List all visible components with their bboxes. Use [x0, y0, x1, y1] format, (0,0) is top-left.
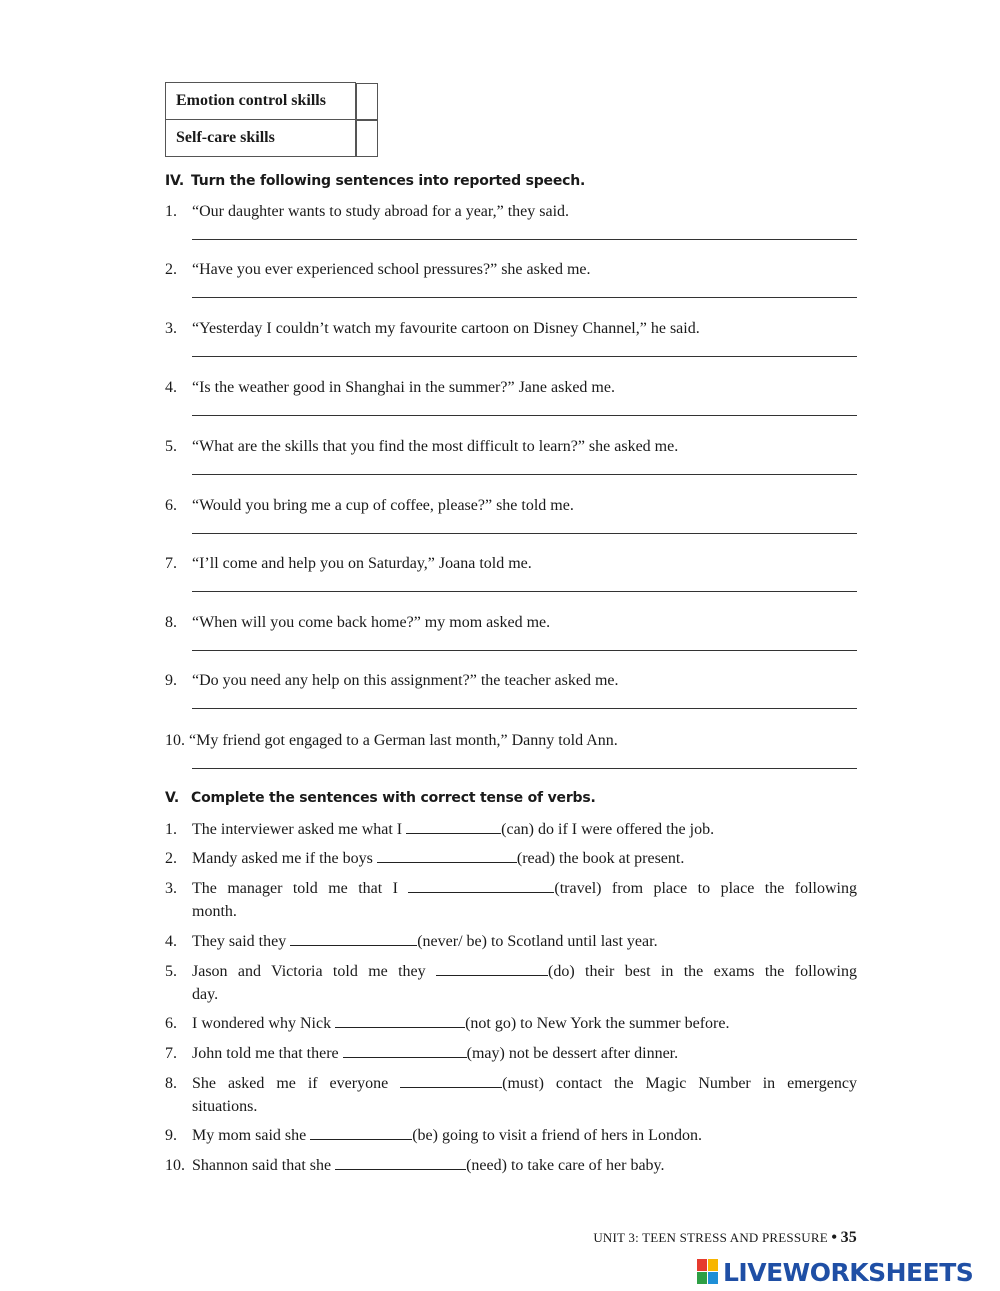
question-number: 4. — [165, 933, 177, 950]
question-text: “When will you come back home?” my mom asked me. — [192, 614, 551, 631]
answer-line[interactable] — [192, 239, 857, 240]
question-text — [165, 730, 618, 752]
question-text: “Have you ever experienced school pressures?” she asked me. — [192, 261, 591, 278]
sentence-start: I wondered why Nick — [192, 1015, 336, 1032]
blank-input[interactable] — [400, 1072, 502, 1088]
sentence-end: (can) do if I were offered the job. — [501, 821, 715, 838]
question-number: 5. — [165, 963, 177, 980]
sentence-end: (may) not be dessert after dinner. — [466, 1045, 679, 1062]
question-number: 4. — [165, 379, 177, 396]
sentence-continuation: situations. — [192, 1098, 258, 1115]
page-number: 35 — [840, 1229, 857, 1246]
answer-line[interactable] — [192, 591, 857, 592]
sentence-start: Shannon said that she — [192, 1157, 336, 1174]
skill-answer-cell[interactable] — [356, 83, 378, 120]
sentence-start: The manager told me that I — [192, 880, 409, 897]
page-footer — [593, 1229, 857, 1247]
table-row — [166, 83, 849, 120]
question-number: 7. — [165, 1045, 177, 1062]
answer-line[interactable] — [192, 415, 857, 416]
sentence-end: (be) going to visit a friend of hers in London. — [412, 1127, 702, 1144]
sentence-start: Jason and Victoria told me they — [192, 963, 437, 980]
section-number: V. — [165, 790, 179, 806]
question-number: 8. — [165, 614, 177, 631]
sentence-continuation: month. — [192, 903, 237, 920]
blank-input[interactable] — [290, 930, 417, 946]
blocks-icon — [697, 1259, 719, 1285]
unit-title: UNIT 3: TEEN STRESS AND PRESSURE — [593, 1230, 828, 1245]
sentence-end: (need) to take care of her baby. — [466, 1157, 665, 1174]
skill-label: Emotion control skills — [166, 83, 356, 120]
question-number: 6. — [165, 497, 177, 514]
section-title: Complete the sentences with correct tense of verbs. — [191, 790, 596, 806]
question-text: “Do you need any help on this assignment?” the teacher asked me. — [192, 672, 619, 689]
brand-logo[interactable] — [697, 1258, 973, 1286]
answer-line[interactable] — [192, 474, 857, 475]
question-number: 3. — [165, 880, 177, 897]
question-text: “I’ll come and help you on Saturday,” Joana told me. — [192, 555, 532, 572]
brand-name: LIVEWORKSHEETS — [723, 1257, 974, 1287]
blank-input[interactable] — [343, 1042, 467, 1058]
question-number: 9. — [165, 1127, 177, 1144]
blank-input[interactable] — [310, 1124, 412, 1140]
footer-bullet: • — [831, 1229, 838, 1246]
question-number: 10. — [165, 732, 185, 749]
question-number: 10. — [165, 1157, 185, 1174]
section-4-heading — [165, 173, 585, 189]
answer-line[interactable] — [192, 650, 857, 651]
answer-line[interactable] — [192, 356, 857, 357]
question-number: 2. — [165, 850, 177, 867]
section-number: IV. — [165, 173, 184, 189]
section-title: Turn the following sentences into reported speech. — [191, 173, 586, 189]
sentence-start: She asked me if everyone — [192, 1075, 401, 1092]
blank-input[interactable] — [436, 960, 548, 976]
answer-line[interactable] — [192, 297, 857, 298]
blank-input[interactable] — [335, 1012, 465, 1028]
sentence-end: (do) their best in the exams the following — [548, 963, 857, 980]
blank-input[interactable] — [377, 847, 517, 863]
skill-label: Self-care skills — [166, 120, 356, 157]
answer-line[interactable] — [192, 768, 857, 769]
sentence-continuation: day. — [192, 986, 219, 1003]
sentence-end: (never/ be) to Scotland until last year. — [417, 933, 658, 950]
question-text: “Is the weather good in Shanghai in the summer?” Jane asked me. — [192, 379, 615, 396]
question-number: 7. — [165, 555, 177, 572]
question-text: “Would you bring me a cup of coffee, please?” she told me. — [192, 497, 574, 514]
sentence-start: John told me that there — [192, 1045, 343, 1062]
question-number: 8. — [165, 1075, 177, 1092]
section-5-heading — [165, 790, 596, 806]
question-number: 1. — [165, 821, 177, 838]
question-number: 9. — [165, 672, 177, 689]
sentence-start: Mandy asked me if the boys — [192, 850, 377, 867]
sentence-end: (must) contact the Magic Number in emergency — [502, 1075, 857, 1092]
sentence-end: (not go) to New York the summer before. — [465, 1015, 730, 1032]
sentence-start: The interviewer asked me what I — [192, 821, 407, 838]
question-text: “What are the skills that you find the most difficult to learn?” she asked me. — [192, 438, 679, 455]
question-text: “Our daughter wants to study abroad for a year,” they said. — [192, 203, 570, 220]
answer-line[interactable] — [192, 533, 857, 534]
skills-table — [165, 82, 849, 157]
blank-input[interactable] — [408, 877, 554, 893]
blank-input[interactable] — [335, 1154, 466, 1170]
answer-line[interactable] — [192, 708, 857, 709]
question-number: 6. — [165, 1015, 177, 1032]
question-number: 1. — [165, 203, 177, 220]
question-text: “Yesterday I couldn’t watch my favourite cartoon on Disney Channel,” he said. — [192, 320, 700, 337]
question-number: 2. — [165, 261, 177, 278]
sentence-start: They said they — [192, 933, 291, 950]
question-number: 3. — [165, 320, 177, 337]
skill-answer-cell[interactable] — [356, 120, 378, 157]
sentence-end: (read) the book at present. — [516, 850, 685, 867]
question-number: 5. — [165, 438, 177, 455]
question-text: “My friend got engaged to a German last month,” Danny told Ann. — [189, 732, 618, 749]
sentence-start: My mom said she — [192, 1127, 311, 1144]
blank-input[interactable] — [406, 818, 501, 834]
table-row — [166, 120, 849, 157]
sentence-end: (travel) from place to place the following — [554, 880, 857, 897]
